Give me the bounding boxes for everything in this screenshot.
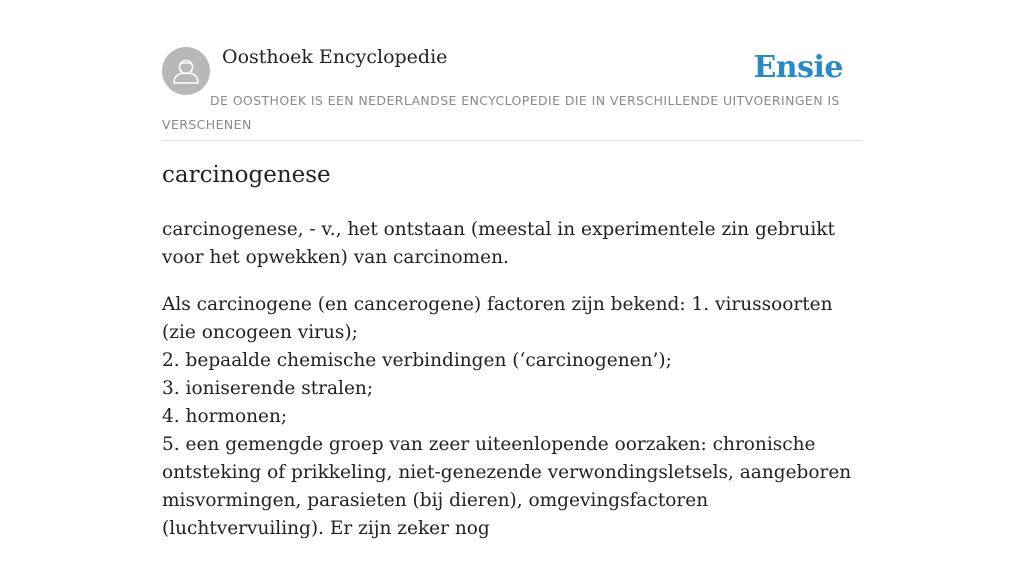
user-icon[interactable]	[162, 47, 210, 95]
ensie-logo-link[interactable]: Ensie	[753, 50, 843, 85]
entry-factors	[162, 291, 862, 543]
site-name-link[interactable]: Oosthoek Encyclopedie	[222, 46, 448, 68]
site-tagline: DE OOSTHOEK IS EEN NEDERLANDSE ENCYCLOPEDIE DIE IN VERSCHILLENDE UITVOERINGEN IS VERSCHENEN	[162, 93, 840, 132]
site-header	[162, 0, 862, 141]
entry-title: carcinogenese	[162, 162, 331, 188]
factor-item: 3. ioniserende stralen;	[162, 378, 374, 399]
factor-item: 2. bepaalde chemische verbindingen (‘carcinogenen’);	[162, 350, 672, 371]
page	[162, 0, 862, 539]
entry-definition: carcinogenese, - v., het ontstaan (meestal in experimentele zin gebruikt voor het opwekken) van carcinomen.	[162, 219, 835, 268]
factors-intro: Als carcinogene (en cancerogene) factoren zijn bekend: 1. virussoorten (zie oncogeen virus);	[162, 294, 833, 343]
factor-item: 4. hormonen;	[162, 406, 288, 427]
factor-item: 5. een gemengde groep van zeer uiteenlopende oorzaken: chronische ontsteking of prikkeling, niet-genezende verwondingsletsels, aangeboren misvormingen, parasieten (bij dieren), omgevingsfactoren (luchtvervuiling). Er zijn zeker nog	[162, 434, 852, 539]
entry-content	[162, 216, 862, 562]
